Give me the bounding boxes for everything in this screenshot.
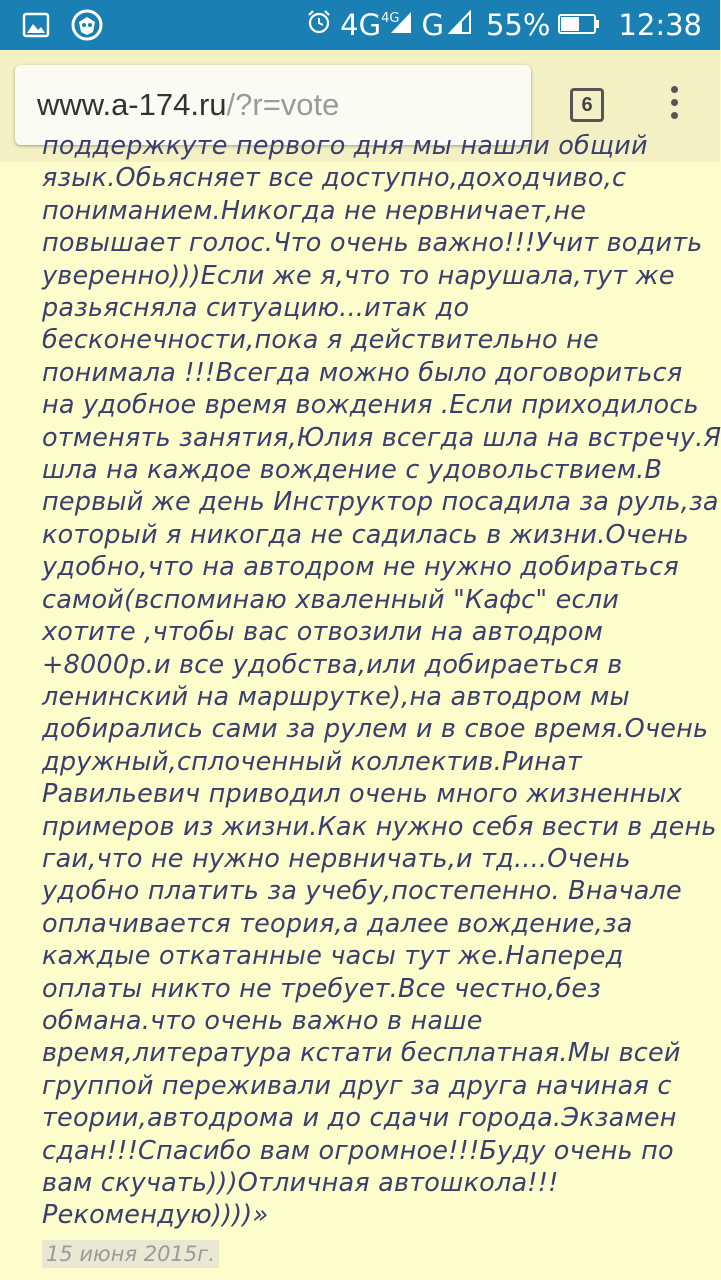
alarm-icon [306, 8, 332, 42]
status-indicators [306, 0, 702, 50]
status-bar [0, 0, 720, 50]
shield-icon [70, 8, 104, 47]
review-text: поддержкуте первого дня мы нашли общий язык.Обьясняет все доступно,доходчиво,с пониманием.Никогда не нервничает,не повышает голос.Что очень важно!!!Учит водить уверенно)))Если же я,что то нарушала,тут же разьясняла ситуацию...итак до бесконечности,пока я действительно не понимала !!!Всегда можно было договориться на удобное время вождения .Если приходилось отменять занятия,Юлия всегда шла на встречу.Я шла на каждое вождение с удовольствием.В первый же день Инструктор посадила за руль,за который я никогда не садилась в жизни.Очень удобно,что на автодром не нужно добираться самой(вспоминаю хваленный "Кафс" если хотите ,чтобы вас отвозили на автодром +8000р.и все удобства,или добираеться в ленинский на маршрутке),на автодром мы добирались сами за рулем и в свое время.Очень дружный,сплоченный коллектив.Ринат Равильевич приводил очень много жизненных примеров из жизни.Как нужно себя вести в день гаи,что не нужно нервничать,и тд....Очень удобно платить за учебу,постепенно. Вначале оплачивается теория,а далее вождение,за каждые откатанные часы тут же.Наперед оплаты никто не требует.Все честно,без обмана.что очень важно в наше время,литература кстати бесплатная.Мы всей группой переживали друг за друга начиная с теории,автодрома и до сдачи города.Экзамен сдан!!!Спасибо вам огромное!!!Буду очень по вам скучать)))Отличная автошкола!!! Рекомендую))))» [42, 131, 721, 1231]
image-icon [22, 11, 50, 44]
page-content [0, 131, 721, 1280]
url-path: /?r=vote [226, 87, 340, 122]
review-date: 15 июня 2015г. [42, 1240, 219, 1268]
tab-switcher-button[interactable]: 6 [570, 88, 604, 122]
battery-icon [558, 8, 600, 42]
signal-icon [389, 8, 413, 42]
signal-icon-2 [448, 8, 472, 42]
network-4g: 4G [340, 8, 382, 42]
url-domain: www.a-174.ru [37, 87, 227, 122]
clock: 12:38 [618, 8, 702, 42]
overflow-menu-icon[interactable] [660, 86, 688, 126]
battery-percent: 55% [485, 8, 551, 42]
network-4g-small: 4G [381, 10, 400, 26]
network-g: G [421, 8, 444, 42]
